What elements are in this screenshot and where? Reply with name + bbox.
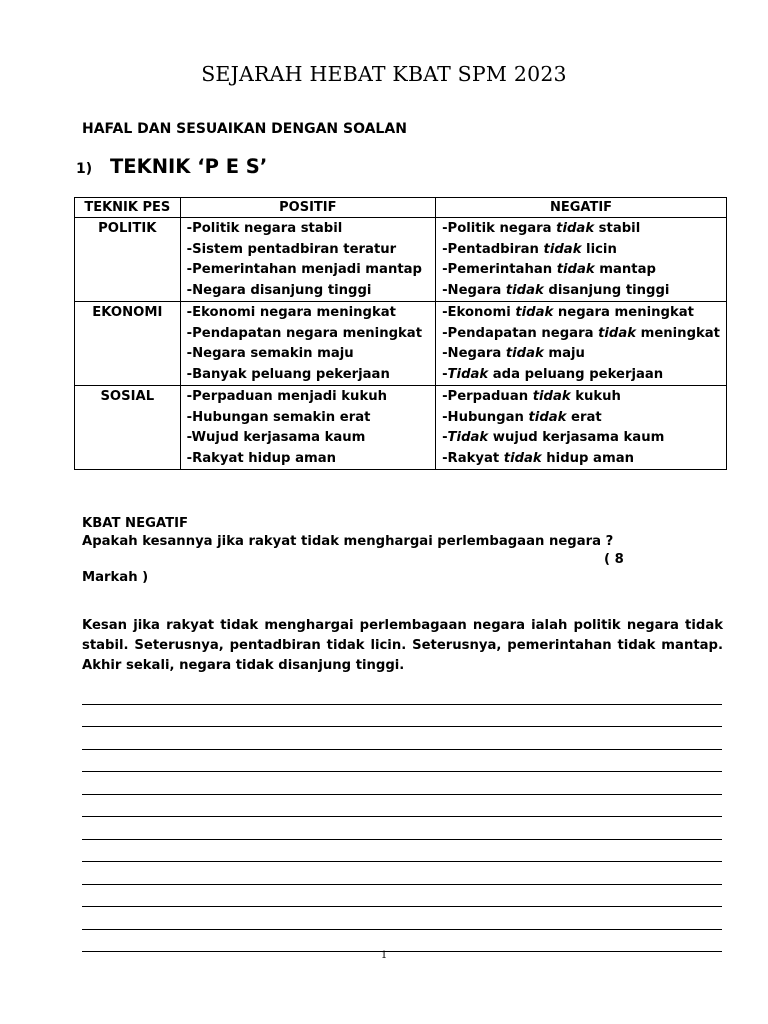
negatif-item xyxy=(442,303,720,324)
category-cell: EKONOMI xyxy=(75,302,181,386)
table-row xyxy=(75,218,727,302)
negatif-text-before: -Negara xyxy=(442,282,506,298)
negatif-emphasis: tidak xyxy=(543,241,582,257)
positif-cell xyxy=(180,386,435,470)
positif-item: -Negara disanjung tinggi xyxy=(186,282,372,298)
subtitle: HAFAL DAN SESUAIKAN DENGAN SOALAN xyxy=(82,121,407,137)
negatif-item xyxy=(442,219,720,240)
negatif-text-after: stabil xyxy=(594,221,641,236)
page-number: 1 xyxy=(380,950,388,961)
negatif-text-after: negara meningkat xyxy=(553,305,694,320)
negatif-emphasis: tidak xyxy=(505,282,544,298)
negatif-cell xyxy=(436,386,727,470)
section-title: TEKNIK ‘P E S’ xyxy=(110,155,268,178)
negatif-emphasis: tidak xyxy=(532,389,571,404)
negatif-text-after: disanjung tinggi xyxy=(543,282,670,298)
table-header-row xyxy=(75,198,727,218)
negatif-text-before: -Pemerintahan xyxy=(442,262,557,277)
negatif-item xyxy=(442,365,720,386)
negatif-item xyxy=(442,324,720,345)
negatif-text-before: -Ekonomi xyxy=(442,305,516,320)
negatif-emphasis: tidak xyxy=(556,221,595,236)
positif-cell xyxy=(180,302,435,386)
pes-table xyxy=(74,197,727,470)
marks-close: Markah ) xyxy=(82,570,149,585)
negatif-item xyxy=(442,281,720,302)
negatif-emphasis: tidak xyxy=(503,450,542,466)
answer-line xyxy=(82,704,722,705)
negatif-item xyxy=(442,408,720,429)
answer-line xyxy=(82,816,722,817)
negatif-emphasis: tidak xyxy=(528,409,567,425)
answer-line xyxy=(82,794,722,795)
negatif-text-after: hidup aman xyxy=(541,450,634,466)
negatif-item xyxy=(442,240,720,261)
header-teknik: TEKNIK PES xyxy=(75,198,181,218)
answer-line xyxy=(82,771,722,772)
negatif-text-before: - xyxy=(442,430,448,445)
answer-line xyxy=(82,839,722,840)
negatif-text-after: maju xyxy=(543,346,585,361)
negatif-emphasis: tidak xyxy=(515,305,554,320)
negatif-item xyxy=(442,428,720,449)
header-negatif: NEGATIF xyxy=(436,198,727,218)
answer-line xyxy=(82,726,722,727)
negatif-item xyxy=(442,344,720,365)
negatif-text-before: -Pentadbiran xyxy=(442,241,544,257)
category-cell: SOSIAL xyxy=(75,386,181,470)
marks-open: ( 8 xyxy=(604,552,624,567)
negatif-text-before: -Politik negara xyxy=(442,221,557,236)
negatif-text-before: -Negara xyxy=(442,346,506,361)
header-positif: POSITIF xyxy=(180,198,435,218)
positif-item: -Wujud kerjasama kaum xyxy=(186,430,366,445)
negatif-text-after: licin xyxy=(581,241,617,257)
positif-item: -Ekonomi negara meningkat xyxy=(186,305,396,320)
negatif-emphasis: Tidak xyxy=(447,366,489,382)
category-cell: POLITIK xyxy=(75,218,181,302)
negatif-text-before: -Pendapatan negara xyxy=(442,325,599,341)
negatif-item xyxy=(442,449,720,470)
negatif-text-after: kukuh xyxy=(570,389,621,404)
negatif-emphasis: Tidak xyxy=(447,430,489,445)
negatif-emphasis: tidak xyxy=(556,262,595,277)
positif-item: -Sistem pentadbiran teratur xyxy=(186,241,397,257)
positif-item: -Pemerintahan menjadi mantap xyxy=(186,262,422,277)
positif-cell xyxy=(180,218,435,302)
negatif-text-before: - xyxy=(442,366,448,382)
answer-line xyxy=(82,749,722,750)
negatif-text-after: wujud kerjasama kaum xyxy=(488,430,665,445)
negatif-item xyxy=(442,387,720,408)
table-row xyxy=(75,386,727,470)
negatif-text-after: mantap xyxy=(594,262,656,277)
table-row xyxy=(75,302,727,386)
positif-item: -Politik negara stabil xyxy=(186,221,343,236)
answer-line xyxy=(82,884,722,885)
positif-item: -Perpaduan menjadi kukuh xyxy=(186,389,387,404)
positif-item: -Banyak peluang pekerjaan xyxy=(186,366,390,382)
section-number: 1) xyxy=(76,161,93,177)
negatif-emphasis: tidak xyxy=(598,325,636,341)
negatif-text-before: -Rakyat xyxy=(442,450,504,466)
question-text: Apakah kesannya jika rakyat tidak menghargai perlembagaan negara ? xyxy=(82,534,614,549)
positif-item: -Negara semakin maju xyxy=(186,346,354,361)
negatif-text-after: meningkat xyxy=(636,325,720,341)
answer-line xyxy=(82,861,722,862)
negatif-text-after: ada peluang pekerjaan xyxy=(488,366,664,382)
kbat-label: KBAT NEGATIF xyxy=(82,516,189,531)
negatif-text-before: -Perpaduan xyxy=(442,389,533,404)
negatif-item xyxy=(442,260,720,281)
negatif-text-after: erat xyxy=(566,409,602,425)
negatif-cell xyxy=(436,302,727,386)
positif-item: -Hubungan semakin erat xyxy=(186,409,371,425)
positif-item: -Pendapatan negara meningkat xyxy=(186,325,423,341)
negatif-text-before: -Hubungan xyxy=(442,409,529,425)
positif-item: -Rakyat hidup aman xyxy=(186,450,336,466)
negatif-cell xyxy=(436,218,727,302)
answer-line xyxy=(82,929,722,930)
page-title: SEJARAH HEBAT KBAT SPM 2023 xyxy=(201,62,567,86)
answer-paragraph: Kesan jika rakyat tidak menghargai perlembagaan negara ialah politik negara tidak stabil. Seterusnya, pentadbiran tidak licin. Seterusnya, pemerintahan tidak mantap. Akhir sekali, negara tidak disanjung tinggi. xyxy=(82,618,723,673)
answer-line xyxy=(82,906,722,907)
negatif-emphasis: tidak xyxy=(505,346,544,361)
